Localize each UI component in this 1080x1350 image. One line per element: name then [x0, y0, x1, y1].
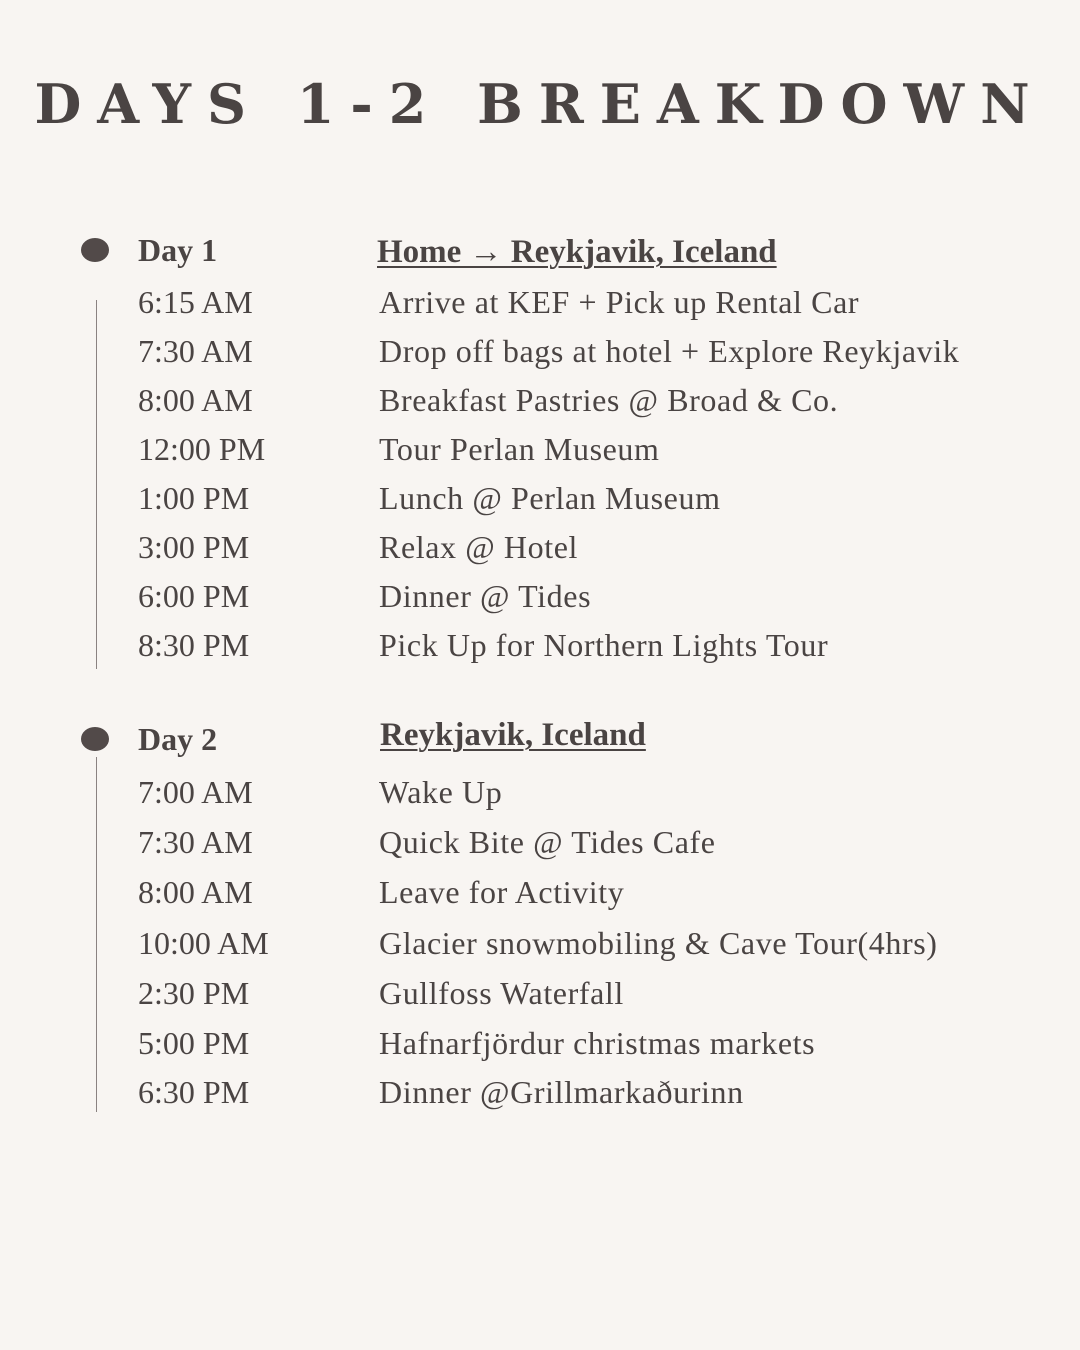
day-2-event-row	[0, 824, 1080, 873]
event-time: 7:30 AM	[138, 333, 253, 369]
day-1-timeline-dot	[81, 238, 109, 262]
event-activity: Pick Up for Northern Lights Tour	[379, 627, 829, 663]
day-1-event-row	[0, 480, 1080, 529]
day-1-event-row	[0, 529, 1080, 578]
event-time: 12:00 PM	[138, 431, 266, 467]
event-time: 5:00 PM	[138, 1025, 250, 1061]
event-time: 6:00 PM	[138, 578, 250, 614]
event-activity: Lunch @ Perlan Museum	[379, 480, 721, 516]
event-activity: Leave for Activity	[379, 874, 625, 910]
event-activity: Breakfast Pastries @ Broad & Co.	[379, 382, 839, 418]
day-1-event-row	[0, 333, 1080, 382]
day-2-event-row	[0, 874, 1080, 923]
day-1-event-row	[0, 382, 1080, 431]
event-activity: Gullfoss Waterfall	[379, 975, 624, 1011]
day-1-event-row	[0, 284, 1080, 333]
event-time: 8:00 AM	[138, 874, 253, 910]
event-time: 8:00 AM	[138, 382, 253, 418]
day-2-label: Day 2	[138, 721, 218, 757]
event-time: 10:00 AM	[138, 925, 269, 961]
day-2-timeline-dot	[81, 727, 109, 751]
event-activity: Drop off bags at hotel + Explore Reykjavik	[379, 333, 960, 369]
event-time: 1:00 PM	[138, 480, 250, 516]
event-activity: Arrive at KEF + Pick up Rental Car	[379, 284, 860, 320]
day-1-location: Home → Reykjavik, Iceland	[377, 234, 777, 270]
event-activity: Tour Perlan Museum	[379, 431, 660, 467]
day-2-event-row	[0, 1025, 1080, 1074]
event-time: 3:00 PM	[138, 529, 250, 565]
event-time: 8:30 PM	[138, 627, 250, 663]
day-2-event-row	[0, 975, 1080, 1024]
day-1-event-row	[0, 627, 1080, 676]
event-activity: Dinner @ Tides	[379, 578, 592, 614]
day-2-event-row	[0, 1074, 1080, 1123]
event-activity: Quick Bite @ Tides Cafe	[379, 824, 716, 860]
page-title: DAYS 1-2 BREAKDOWN	[34, 72, 1046, 136]
event-activity: Relax @ Hotel	[379, 529, 579, 565]
day-1-event-row	[0, 578, 1080, 627]
day-1-label: Day 1	[138, 232, 218, 268]
event-activity: Wake Up	[379, 774, 503, 810]
day-1-event-row	[0, 431, 1080, 480]
day-2-event-row	[0, 774, 1080, 823]
event-time: 6:15 AM	[138, 284, 253, 320]
event-activity: Glacier snowmobiling & Cave Tour(4hrs)	[379, 925, 938, 961]
event-activity: Hafnarfjördur christmas markets	[379, 1025, 816, 1061]
event-time: 2:30 PM	[138, 975, 250, 1011]
event-time: 7:30 AM	[138, 824, 253, 860]
day-2-event-row	[0, 925, 1080, 974]
event-time: 7:00 AM	[138, 774, 253, 810]
day-2-location: Reykjavik, Iceland	[380, 717, 646, 753]
event-time: 6:30 PM	[138, 1074, 250, 1110]
event-activity: Dinner @Grillmarkaðurinn	[379, 1074, 744, 1110]
